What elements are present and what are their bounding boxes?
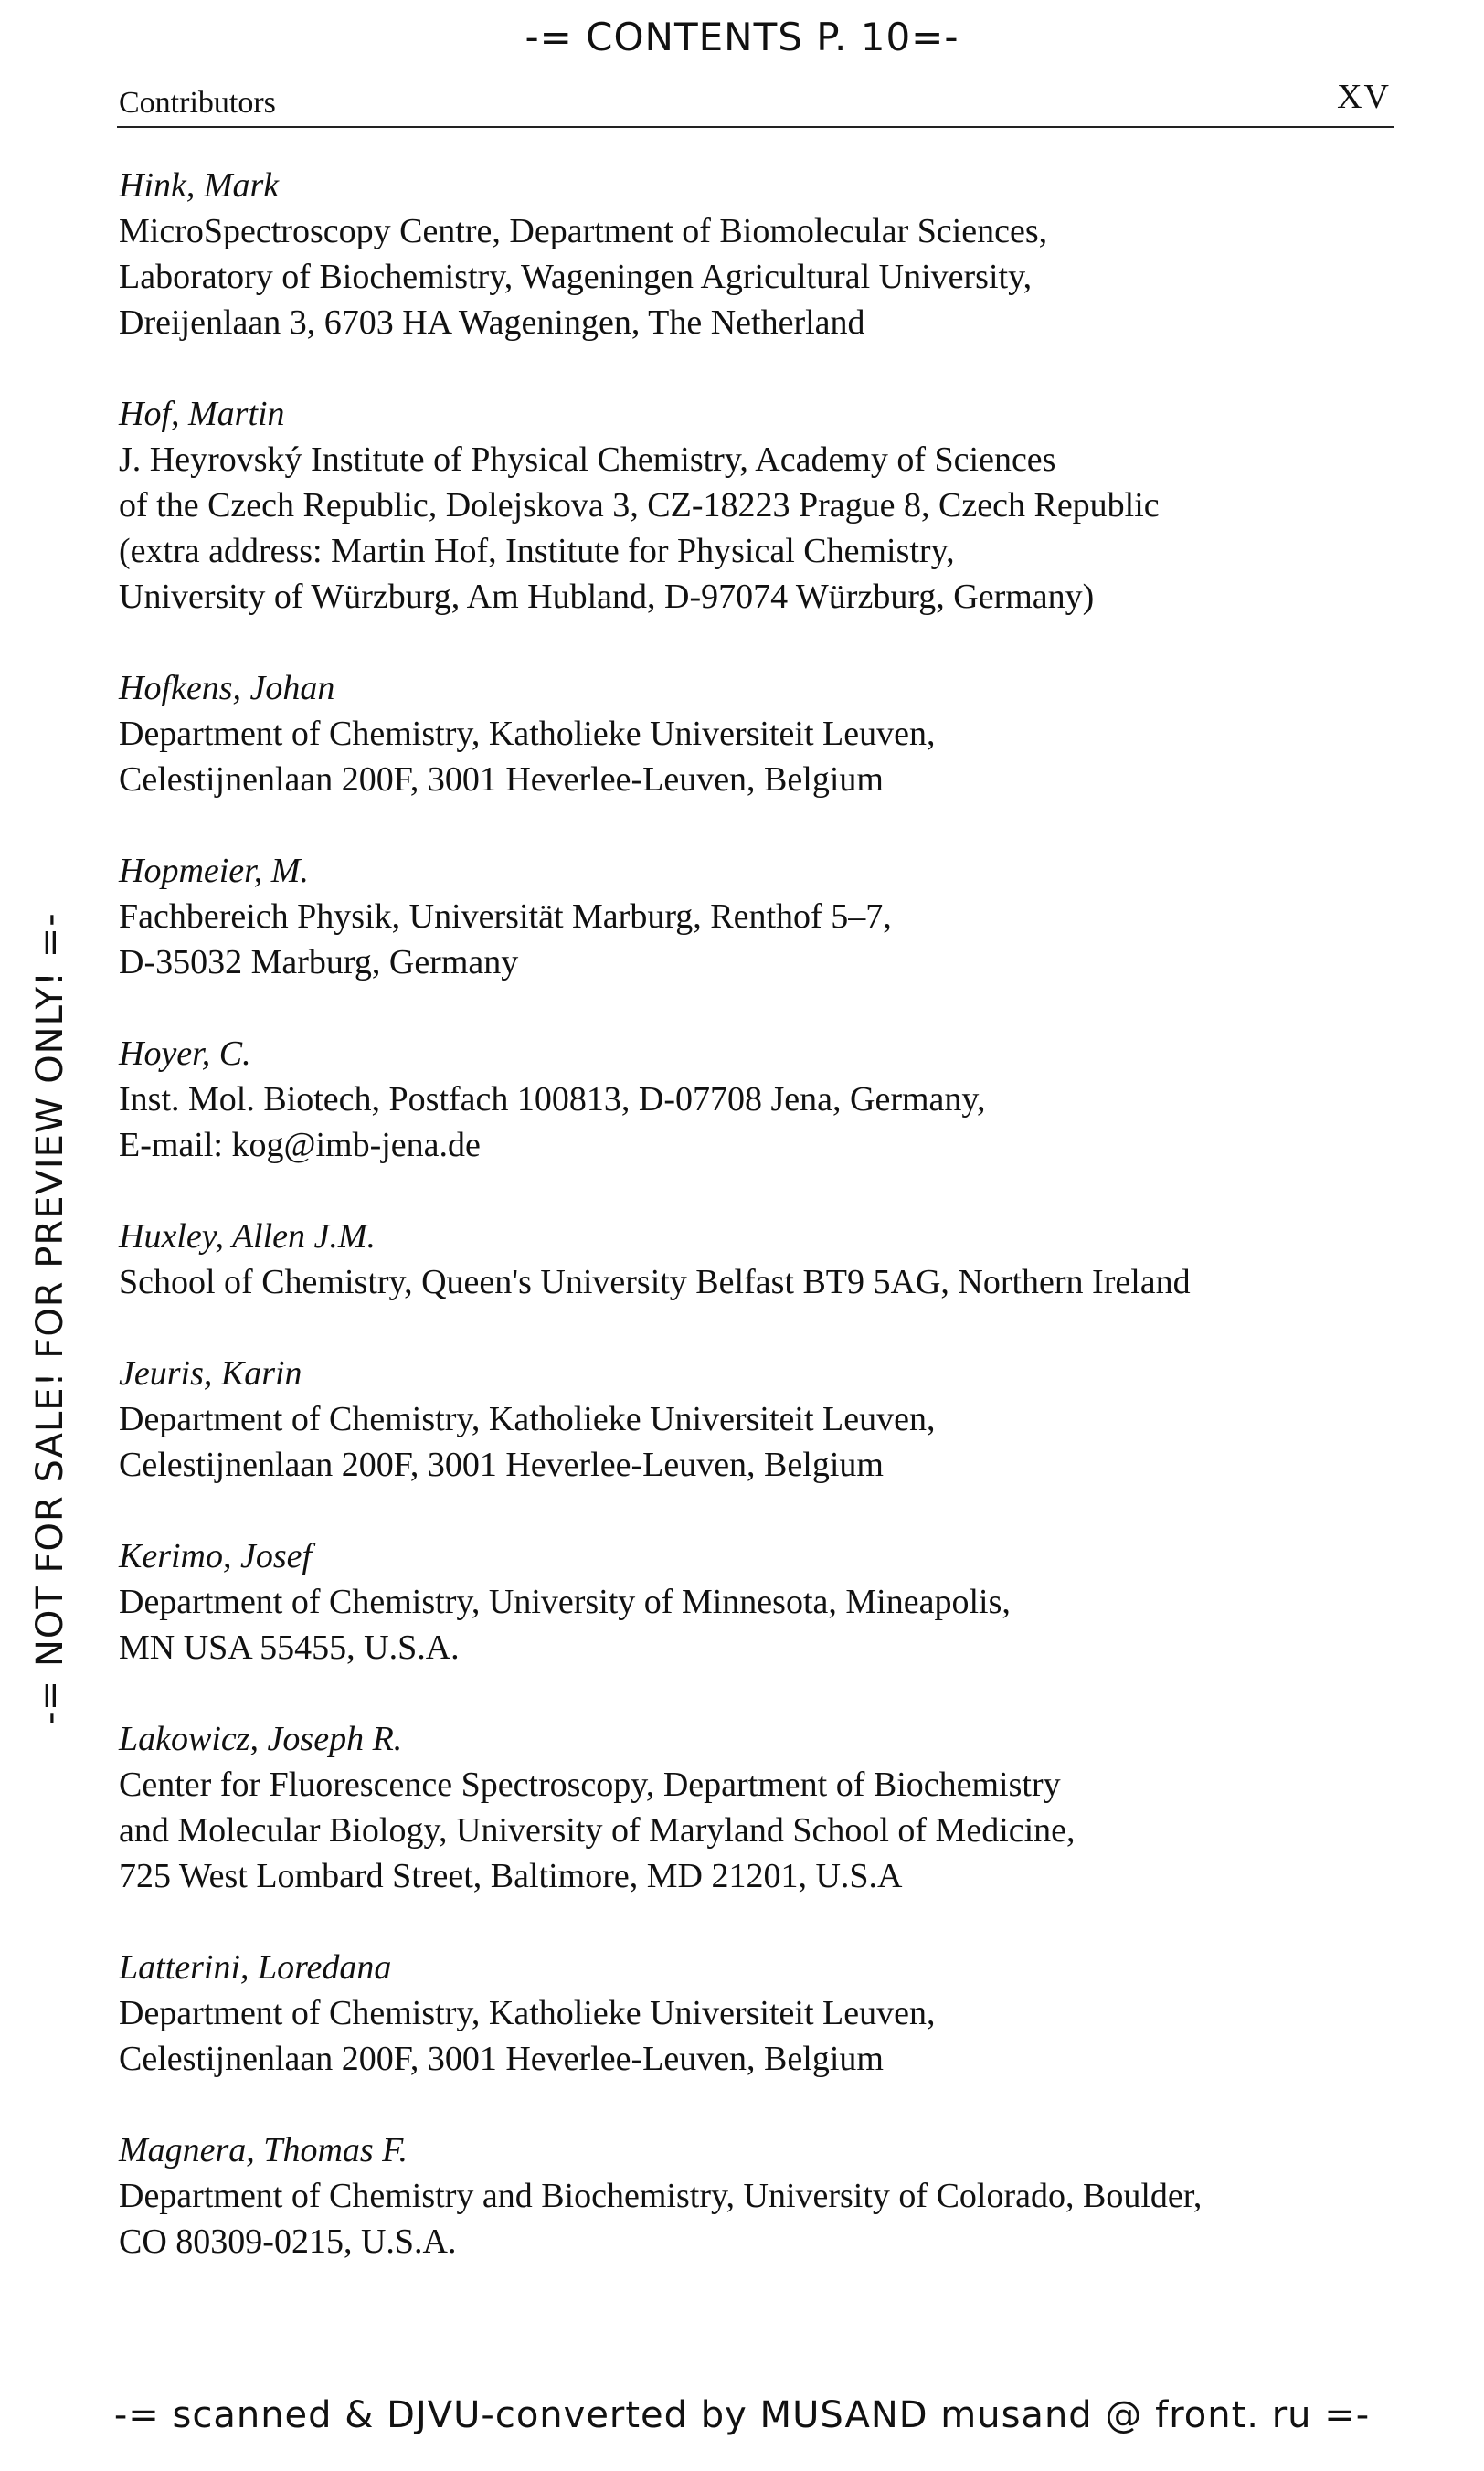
contributor-entry <box>119 1716 1398 1899</box>
contributor-name: Lakowicz, Joseph R. <box>119 1720 403 1758</box>
affiliation-line: Department of Chemistry, Katholieke Universiteit Leuven, <box>119 1400 936 1438</box>
contributor-entry <box>119 2127 1398 2264</box>
affiliation-line: University of Würzburg, Am Hubland, D-97074 Würzburg, Germany) <box>119 578 1095 616</box>
affiliation-line: Center for Fluorescence Spectroscopy, Department of Biochemistry <box>119 1766 1061 1804</box>
contributor-entry <box>119 1031 1398 1168</box>
affiliation-line: CO 80309-0215, U.S.A. <box>119 2222 457 2261</box>
contributor-name: Hink, Mark <box>119 166 280 205</box>
contributor-entry <box>119 848 1398 985</box>
contributor-entry <box>119 1351 1398 1488</box>
preview-stamp-top: -= CONTENTS P. 10=- <box>525 15 959 59</box>
contributor-name: Hoyer, C. <box>119 1034 251 1073</box>
affiliation-line: Laboratory of Biochemistry, Wageningen Agricultural University, <box>119 258 1033 296</box>
scan-credit-stamp: -= scanned & DJVU-converted by MUSAND musand @ front. ru =- <box>113 2394 1371 2436</box>
preview-stamp-side: -= NOT FOR SALE! FOR PREVIEW ONLY! =- <box>29 912 71 1725</box>
contributor-entry <box>119 1945 1398 2082</box>
affiliation-line: Celestijnenlaan 200F, 3001 Heverlee-Leuven, Belgium <box>119 2040 884 2078</box>
contributor-name: Latterini, Loredana <box>119 1948 392 1987</box>
contributor-name: Hopmeier, M. <box>119 852 309 890</box>
affiliation-line: D-35032 Marburg, Germany <box>119 943 519 981</box>
affiliation-line: and Molecular Biology, University of Maryland School of Medicine, <box>119 1811 1076 1850</box>
running-head <box>117 75 1394 128</box>
contributor-entry <box>119 163 1398 345</box>
affiliation-line: Department of Chemistry and Biochemistry, University of Colorado, Boulder, <box>119 2177 1203 2215</box>
affiliation-line: of the Czech Republic, Dolejskova 3, CZ-18223 Prague 8, Czech Republic <box>119 486 1160 525</box>
contributor-entry <box>119 665 1398 802</box>
affiliation-line: Department of Chemistry, Katholieke Universiteit Leuven, <box>119 1994 936 2032</box>
section-title: Contributors <box>119 86 276 120</box>
affiliation-line: Dreijenlaan 3, 6703 HA Wageningen, The Netherland <box>119 303 865 342</box>
affiliation-line: Department of Chemistry, University of Minnesota, Mineapolis, <box>119 1583 1011 1621</box>
affiliation-line: Celestijnenlaan 200F, 3001 Heverlee-Leuven, Belgium <box>119 1446 884 1484</box>
contributor-name: Kerimo, Josef <box>119 1537 313 1575</box>
contributor-name: Huxley, Allen J.M. <box>119 1217 376 1256</box>
contributor-name: Hof, Martin <box>119 395 285 433</box>
affiliation-line: MN USA 55455, U.S.A. <box>119 1628 460 1667</box>
affiliation-line: Celestijnenlaan 200F, 3001 Heverlee-Leuven, Belgium <box>119 760 884 799</box>
page-number: XV <box>1337 78 1391 116</box>
contributor-name: Magnera, Thomas F. <box>119 2131 408 2169</box>
affiliation-line: Department of Chemistry, Katholieke Universiteit Leuven, <box>119 715 936 753</box>
affiliation-line: (extra address: Martin Hof, Institute for Physical Chemistry, <box>119 532 955 570</box>
contributor-name: Hofkens, Johan <box>119 669 335 707</box>
contributor-name: Jeuris, Karin <box>119 1354 302 1393</box>
affiliation-line: School of Chemistry, Queen's University Belfast BT9 5AG, Northern Ireland <box>119 1263 1191 1301</box>
affiliation-line: Fachbereich Physik, Universität Marburg, Renthof 5–7, <box>119 897 892 936</box>
contributor-entry <box>119 1214 1398 1305</box>
affiliation-line: J. Heyrovský Institute of Physical Chemistry, Academy of Sciences <box>119 440 1056 479</box>
affiliation-line: 725 West Lombard Street, Baltimore, MD 21201, U.S.A <box>119 1857 903 1895</box>
contributors-list <box>119 163 1398 2310</box>
contributor-entry <box>119 1533 1398 1670</box>
affiliation-line: MicroSpectroscopy Centre, Department of Biomolecular Sciences, <box>119 212 1048 250</box>
affiliation-line: E-mail: kog@imb-jena.de <box>119 1126 481 1164</box>
contributor-entry <box>119 391 1398 620</box>
affiliation-line: Inst. Mol. Biotech, Postfach 100813, D-07708 Jena, Germany, <box>119 1080 986 1119</box>
